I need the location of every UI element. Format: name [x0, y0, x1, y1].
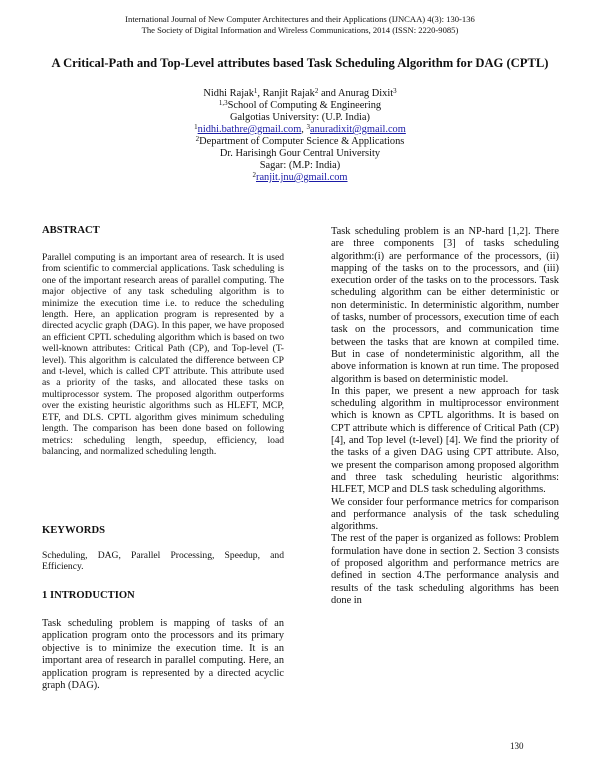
author-2: Ranjit Rajak — [262, 88, 315, 99]
email-sep: , — [301, 124, 307, 135]
email-2-sup: 2 — [252, 171, 256, 179]
introduction-paragraph: Task scheduling problem is mapping of tasks of an application program onto the processors and its primary objective is to minimize the execution time. It is an important area of research in parallel computing. Here, an application program is represented by a directed acyclic graph (DAG). — [42, 618, 284, 692]
paper-title: A Critical-Path and Top-Level attributes based Task Scheduling Algorithm for DAG (CPTL) — [51, 56, 549, 70]
author-1-sup: 1 — [253, 87, 258, 95]
keywords-text — [42, 550, 284, 573]
author-3-sup: 3 — [393, 87, 397, 95]
affiliation-1-emails — [0, 124, 600, 136]
author-line — [0, 88, 600, 100]
introduction-heading: 1 INTRODUCTION — [42, 590, 135, 601]
right-paragraph-2: In this paper, we present a new approach for task scheduling algorithm in multiprocessor environment which is known as CPTL algorithms. It is based on CPT attribute which is difference of Critical Path (CP) [4], and Top level (t-level) [4]. We find the priority of the tasks of a given DAG using CPT attribute. Also, we present the comparison among proposed algorithm and three task scheduling heuristic algorithms: HLFET, MCP and DLS task scheduling algorithms. — [331, 385, 559, 496]
affiliation-1-university: Galgotias University: (U.P. India) — [230, 112, 370, 123]
abstract-text — [42, 252, 284, 457]
introduction-text — [42, 618, 284, 692]
affiliation-1-school — [0, 100, 600, 112]
author-sep-2: and — [318, 88, 338, 99]
affiliation-2-sup: 2 — [195, 135, 200, 143]
abstract-paragraph: Parallel computing is an important area of research. It is used from scientific to commercial applications. Task scheduling is one of the important research areas of parallel computing. The major objective of any task scheduling algorithm is to minimize the execution time i.e. to reduce the scheduling length. Here, an application program is represented by a directed acyclic graph (DAG). In this paper, we have proposed an efficient CPTL scheduling algorithm which is based on two well-known attributes: Critical Path (CP), and Top-level (T-level). This algorithm is calculated the difference between CP and t-level, which is called CPT attribute. This attribute used as a priority of the tasks, and allocated these tasks on multiprocessor system. The proposed algorithm outperforms over the existing heuristic algorithms such as HLEFT, MCP, ETF, and DLS. CPTL algorithm gives minimum scheduling length. The comparison has been done based on following metrics: scheduling length, speedup, efficiency, load balancing, and normalized scheduling length. — [42, 252, 284, 457]
affiliation-2-email — [0, 172, 600, 184]
affiliation-1-school-text: School of Computing & Engineering — [227, 100, 382, 111]
email-3-sup: 3 — [306, 123, 310, 131]
email-1-sup: 1 — [194, 123, 198, 131]
affiliation-2-place: Sagar: (M.P: India) — [259, 160, 341, 171]
right-paragraph-3: We consider four performance metrics for comparison and performance analysis of the task scheduling algorithms. — [331, 496, 559, 533]
keywords-paragraph: Scheduling, DAG, Parallel Processing, Speedup, and Efficiency. — [42, 550, 284, 573]
journal-header-line2: The Society of Digital Information and Wireless Communications, 2014 (ISSN: 2220-9085) — [141, 25, 459, 35]
right-paragraph-1: Task scheduling problem is an NP-hard [1,2]. There are three components [3] of tasks scheduling algorithm:(i) are performance of the processors, (ii) mapping of the tasks on to the processors, and (iii) execution order of the tasks on to the processors. Task scheduling algorithm can be either deterministic or non deterministic. In deterministic algorithm, number of tasks, number of processors, execution time of each task on the processors, and communication time between the tasks that are known at compiled time. But in case of nondeterministic algorithm, all the above information is known at run time. The proposed algorithm is based on deterministic model. — [331, 226, 559, 385]
right-paragraph-4: The rest of the paper is organized as follows: Problem formulation have done in section 2. Section 3 consists of proposed algorithm and performance metrics are defined in section 4.The performance analysis and results of the task scheduling algorithms has been done in — [331, 533, 559, 606]
email-2-link[interactable]: ranjit.jnu@gmail.com — [255, 172, 348, 183]
author-1: Nidhi Rajak — [203, 88, 254, 99]
affiliation-1-sup: 1,3 — [218, 99, 228, 107]
affiliation-2-university: Dr. Harisingh Gour Central University — [219, 148, 381, 159]
affiliation-2-dept — [0, 136, 600, 148]
email-1-link[interactable]: nidhi.bathre@gmail.com — [197, 124, 302, 135]
author-3: Anurag Dixit — [337, 88, 394, 99]
author-2-sup: 2 — [314, 87, 319, 95]
email-3-link[interactable]: anuradixit@gmail.com — [309, 124, 406, 135]
journal-header-line1: International Journal of New Computer Architectures and their Applications (IJNCAA) 4(3): 130-136 — [125, 14, 475, 24]
keywords-heading: KEYWORDS — [42, 525, 105, 536]
right-column — [331, 226, 559, 607]
author-sep-1: , — [257, 88, 263, 99]
affiliation-2-dept-text: Department of Computer Science & Applications — [199, 136, 405, 147]
page-number: 130 — [510, 741, 524, 751]
abstract-heading: ABSTRACT — [42, 225, 100, 236]
